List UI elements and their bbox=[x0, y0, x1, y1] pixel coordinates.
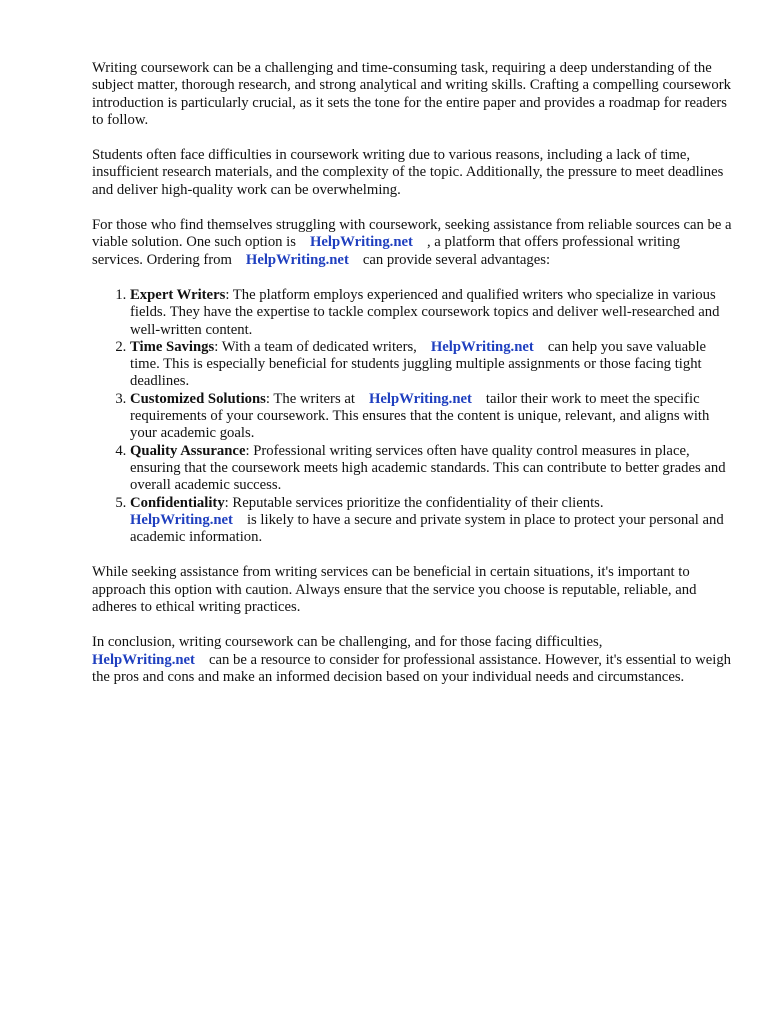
item-term: Time Savings bbox=[130, 338, 215, 355]
helpwriting-link[interactable]: HelpWriting.net bbox=[430, 338, 534, 355]
helpwriting-link[interactable]: HelpWriting.net bbox=[309, 234, 413, 251]
list-item bbox=[130, 391, 732, 443]
helpwriting-link[interactable]: HelpWriting.net bbox=[130, 511, 233, 528]
list-item bbox=[130, 287, 732, 339]
item-text: : The writers at bbox=[265, 390, 355, 407]
advantages-list bbox=[92, 287, 732, 546]
assistance-paragraph bbox=[92, 217, 732, 269]
item-term: Customized Solutions bbox=[130, 390, 266, 407]
item-text: : With a team of dedicated writers, bbox=[214, 338, 417, 355]
assistance-text-b: , a platform that offers professional writing services. Ordering from bbox=[92, 234, 680, 268]
item-term: Confidentiality bbox=[130, 494, 225, 511]
item-text: is likely to have a secure and private system in place to protect your personal and academic information. bbox=[130, 511, 724, 546]
item-term: Quality Assurance bbox=[130, 442, 246, 459]
conclusion-text-a: In conclusion, writing coursework can be challenging, and for those facing difficulties, bbox=[92, 634, 603, 651]
caution-paragraph: While seeking assistance from writing services can be beneficial in certain situations, it's important to approach this option with caution. Always ensure that the service you choose is reputable, reliable, and adheres to ethical writing practices. bbox=[92, 564, 697, 616]
conclusion-text-b: can be a resource to consider for professional assistance. However, it's essential to weigh the pros and cons and make an informed decision based on your individual needs and circumstances. bbox=[92, 651, 732, 685]
list-item bbox=[130, 443, 732, 495]
item-text: : Reputable services prioritize the confidentiality of their clients. bbox=[224, 494, 604, 511]
conclusion-paragraph bbox=[92, 634, 732, 686]
item-text: : Professional writing services often have quality control measures in place, ensuring that the coursework meets high academic standards. This can contribute to better grades and overall academic success. bbox=[130, 442, 726, 494]
item-term: Expert Writers bbox=[130, 286, 226, 303]
list-item bbox=[130, 339, 732, 391]
item-text: can help you save valuable time. This is especially beneficial for students juggling multiple assignments or those facing tight deadlines. bbox=[130, 338, 707, 390]
assistance-text-a: For those who find themselves struggling with coursework, seeking assistance from reliable sources can be a viable solution. One such option is bbox=[92, 217, 732, 251]
list-item bbox=[130, 495, 732, 547]
item-text: : The platform employs experienced and qualified writers who specialize in various fields. They have the expertise to tackle complex coursework topics and deliver well-researched and well-written content. bbox=[130, 286, 720, 338]
helpwriting-link[interactable]: HelpWriting.net bbox=[368, 390, 472, 407]
helpwriting-link[interactable]: HelpWriting.net bbox=[245, 251, 349, 268]
helpwriting-link[interactable]: HelpWriting.net bbox=[92, 651, 195, 668]
assistance-text-c: can provide several advantages: bbox=[362, 251, 551, 268]
item-text: tailor their work to meet the specific requirements of your coursework. This ensures that the content is unique, relevant, and aligns with your academic goals. bbox=[130, 390, 710, 442]
difficulties-paragraph: Students often face difficulties in coursework writing due to various reasons, including a lack of time, insufficient research materials, and the complexity of the topic. Additionally, the pressure to meet deadlines and deliver high-quality work can be overwhelming. bbox=[92, 147, 724, 198]
intro-paragraph: Writing coursework can be a challenging and time-consuming task, requiring a deep understanding of the subject matter, thorough research, and strong analytical and writing skills. Crafting a compelling coursework introduction is particularly crucial, as it sets the tone for the entire paper and provides a roadmap for readers to follow. bbox=[92, 60, 731, 128]
document-page bbox=[92, 60, 732, 704]
